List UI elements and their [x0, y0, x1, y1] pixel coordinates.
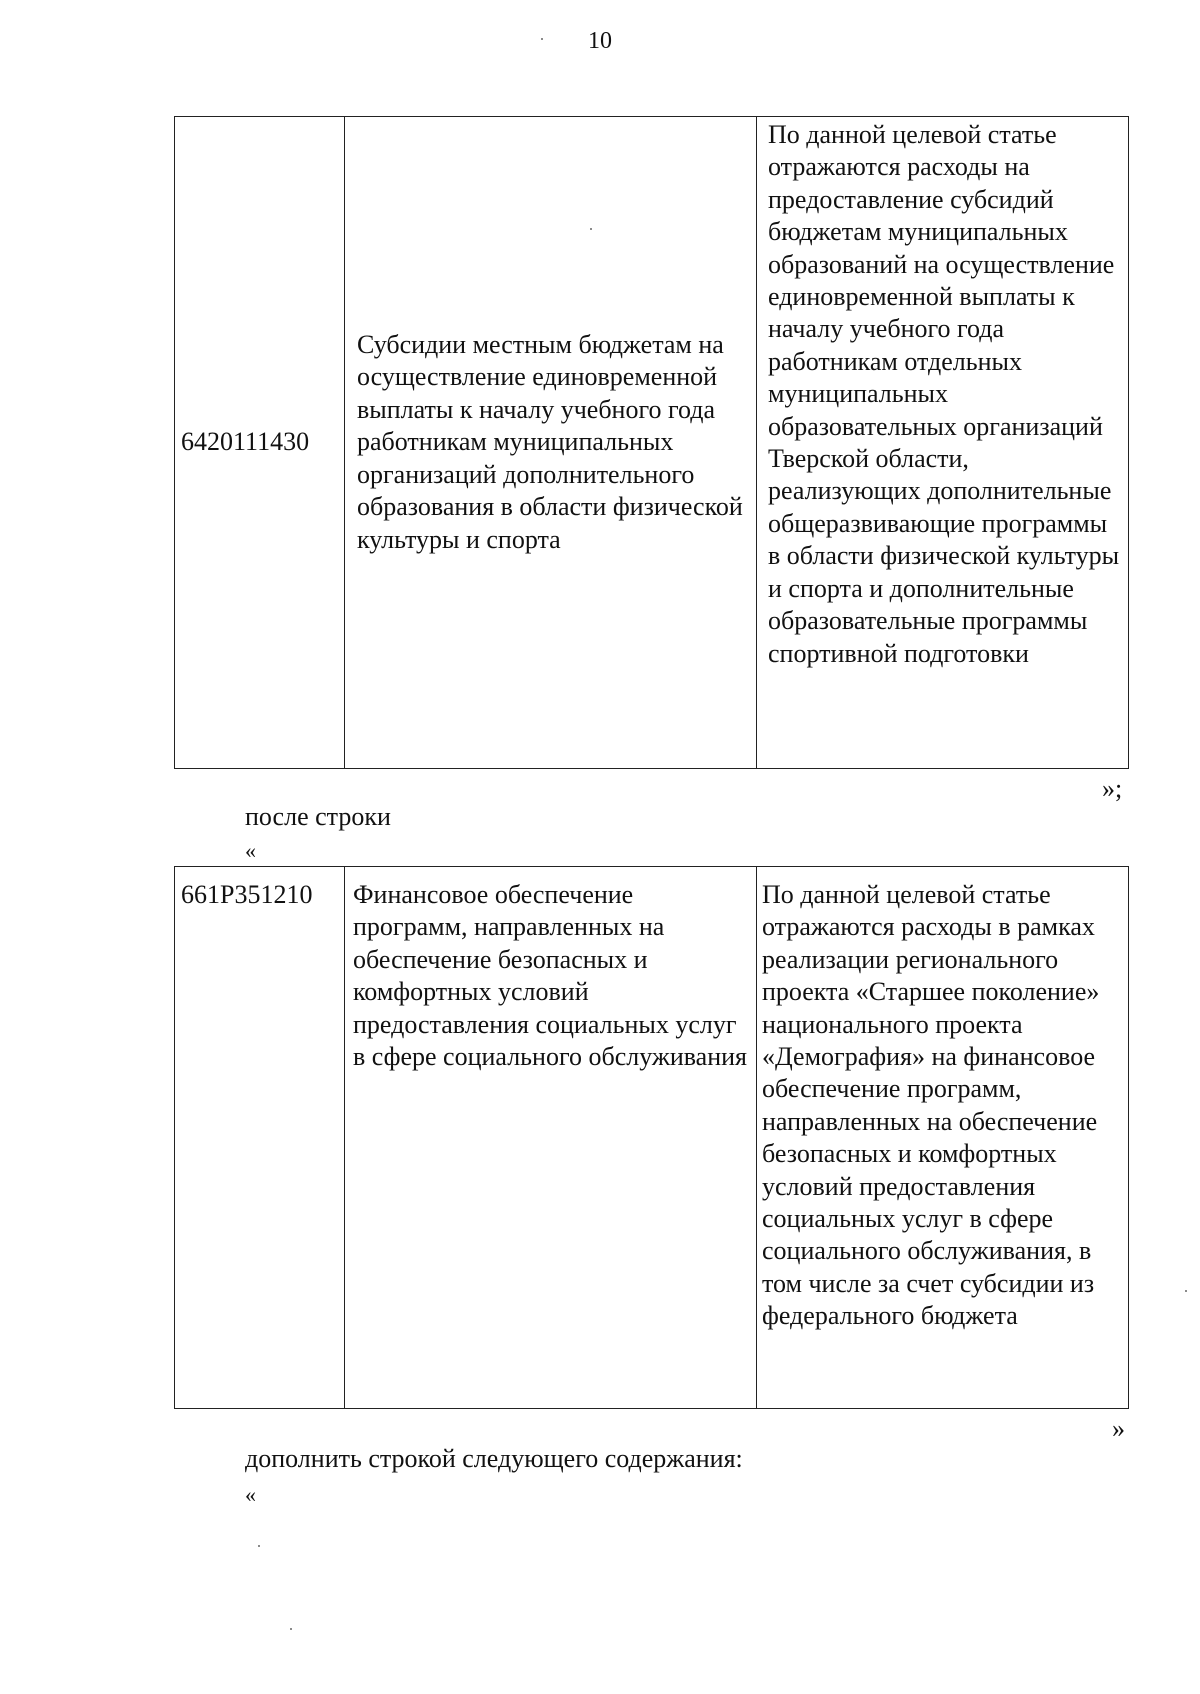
scan-speck	[590, 228, 592, 230]
closing-quote: »;	[1102, 774, 1123, 803]
opening-quote: «	[245, 1482, 256, 1507]
budget-name-cell: Финансовое обеспечение программ, направленных на обеспечение безопасных и комфортных условий предоставления социальных услуг в сфере социального обслуживания	[345, 867, 757, 1409]
budget-description-cell: По данной целевой статье отражаются расходы на предоставление субсидий бюджетам муниципальных образований на осуществление единовременной выплаты к началу учебного года работникам отдельных муниципальных образовательных организаций Тверской области, реализующих дополнительные общеразвивающие программы в области физической культуры и спорта и дополнительные образовательные программы спортивной подготовки	[757, 117, 1129, 769]
budget-code-cell: 661P351210	[175, 867, 345, 1409]
after-row-text: после строки	[245, 802, 391, 831]
budget-code-cell: 6420111430	[175, 117, 345, 769]
scan-speck	[290, 1628, 292, 1630]
budget-name-cell: Субсидии местным бюджетам на осуществление единовременной выплаты к началу учебного года работникам муниципальных организаций дополнительного образования в области физической культуры и спорта	[345, 117, 757, 769]
budget-table-1	[174, 116, 1129, 769]
scan-speck	[541, 38, 543, 40]
table-row	[175, 117, 1129, 769]
scan-speck	[258, 1545, 260, 1547]
budget-table-2	[174, 866, 1129, 1409]
opening-quote: «	[245, 838, 256, 863]
closing-quote: »	[1112, 1414, 1125, 1443]
page-number: 10	[588, 28, 612, 54]
scan-speck	[1185, 1290, 1187, 1292]
append-row-text: дополнить строкой следующего содержания:	[245, 1444, 743, 1473]
table-row	[175, 867, 1129, 1409]
budget-description-cell: По данной целевой статье отражаются расходы в рамках реализации регионального проекта «Старшее поколение» национального проекта «Демография» на финансовое обеспечение программ, направленных на обеспечение безопасных и комфортных условий предоставления социальных услуг в сфере социального обслуживания, в том числе за счет субсидии из федерального бюджета	[757, 867, 1129, 1409]
